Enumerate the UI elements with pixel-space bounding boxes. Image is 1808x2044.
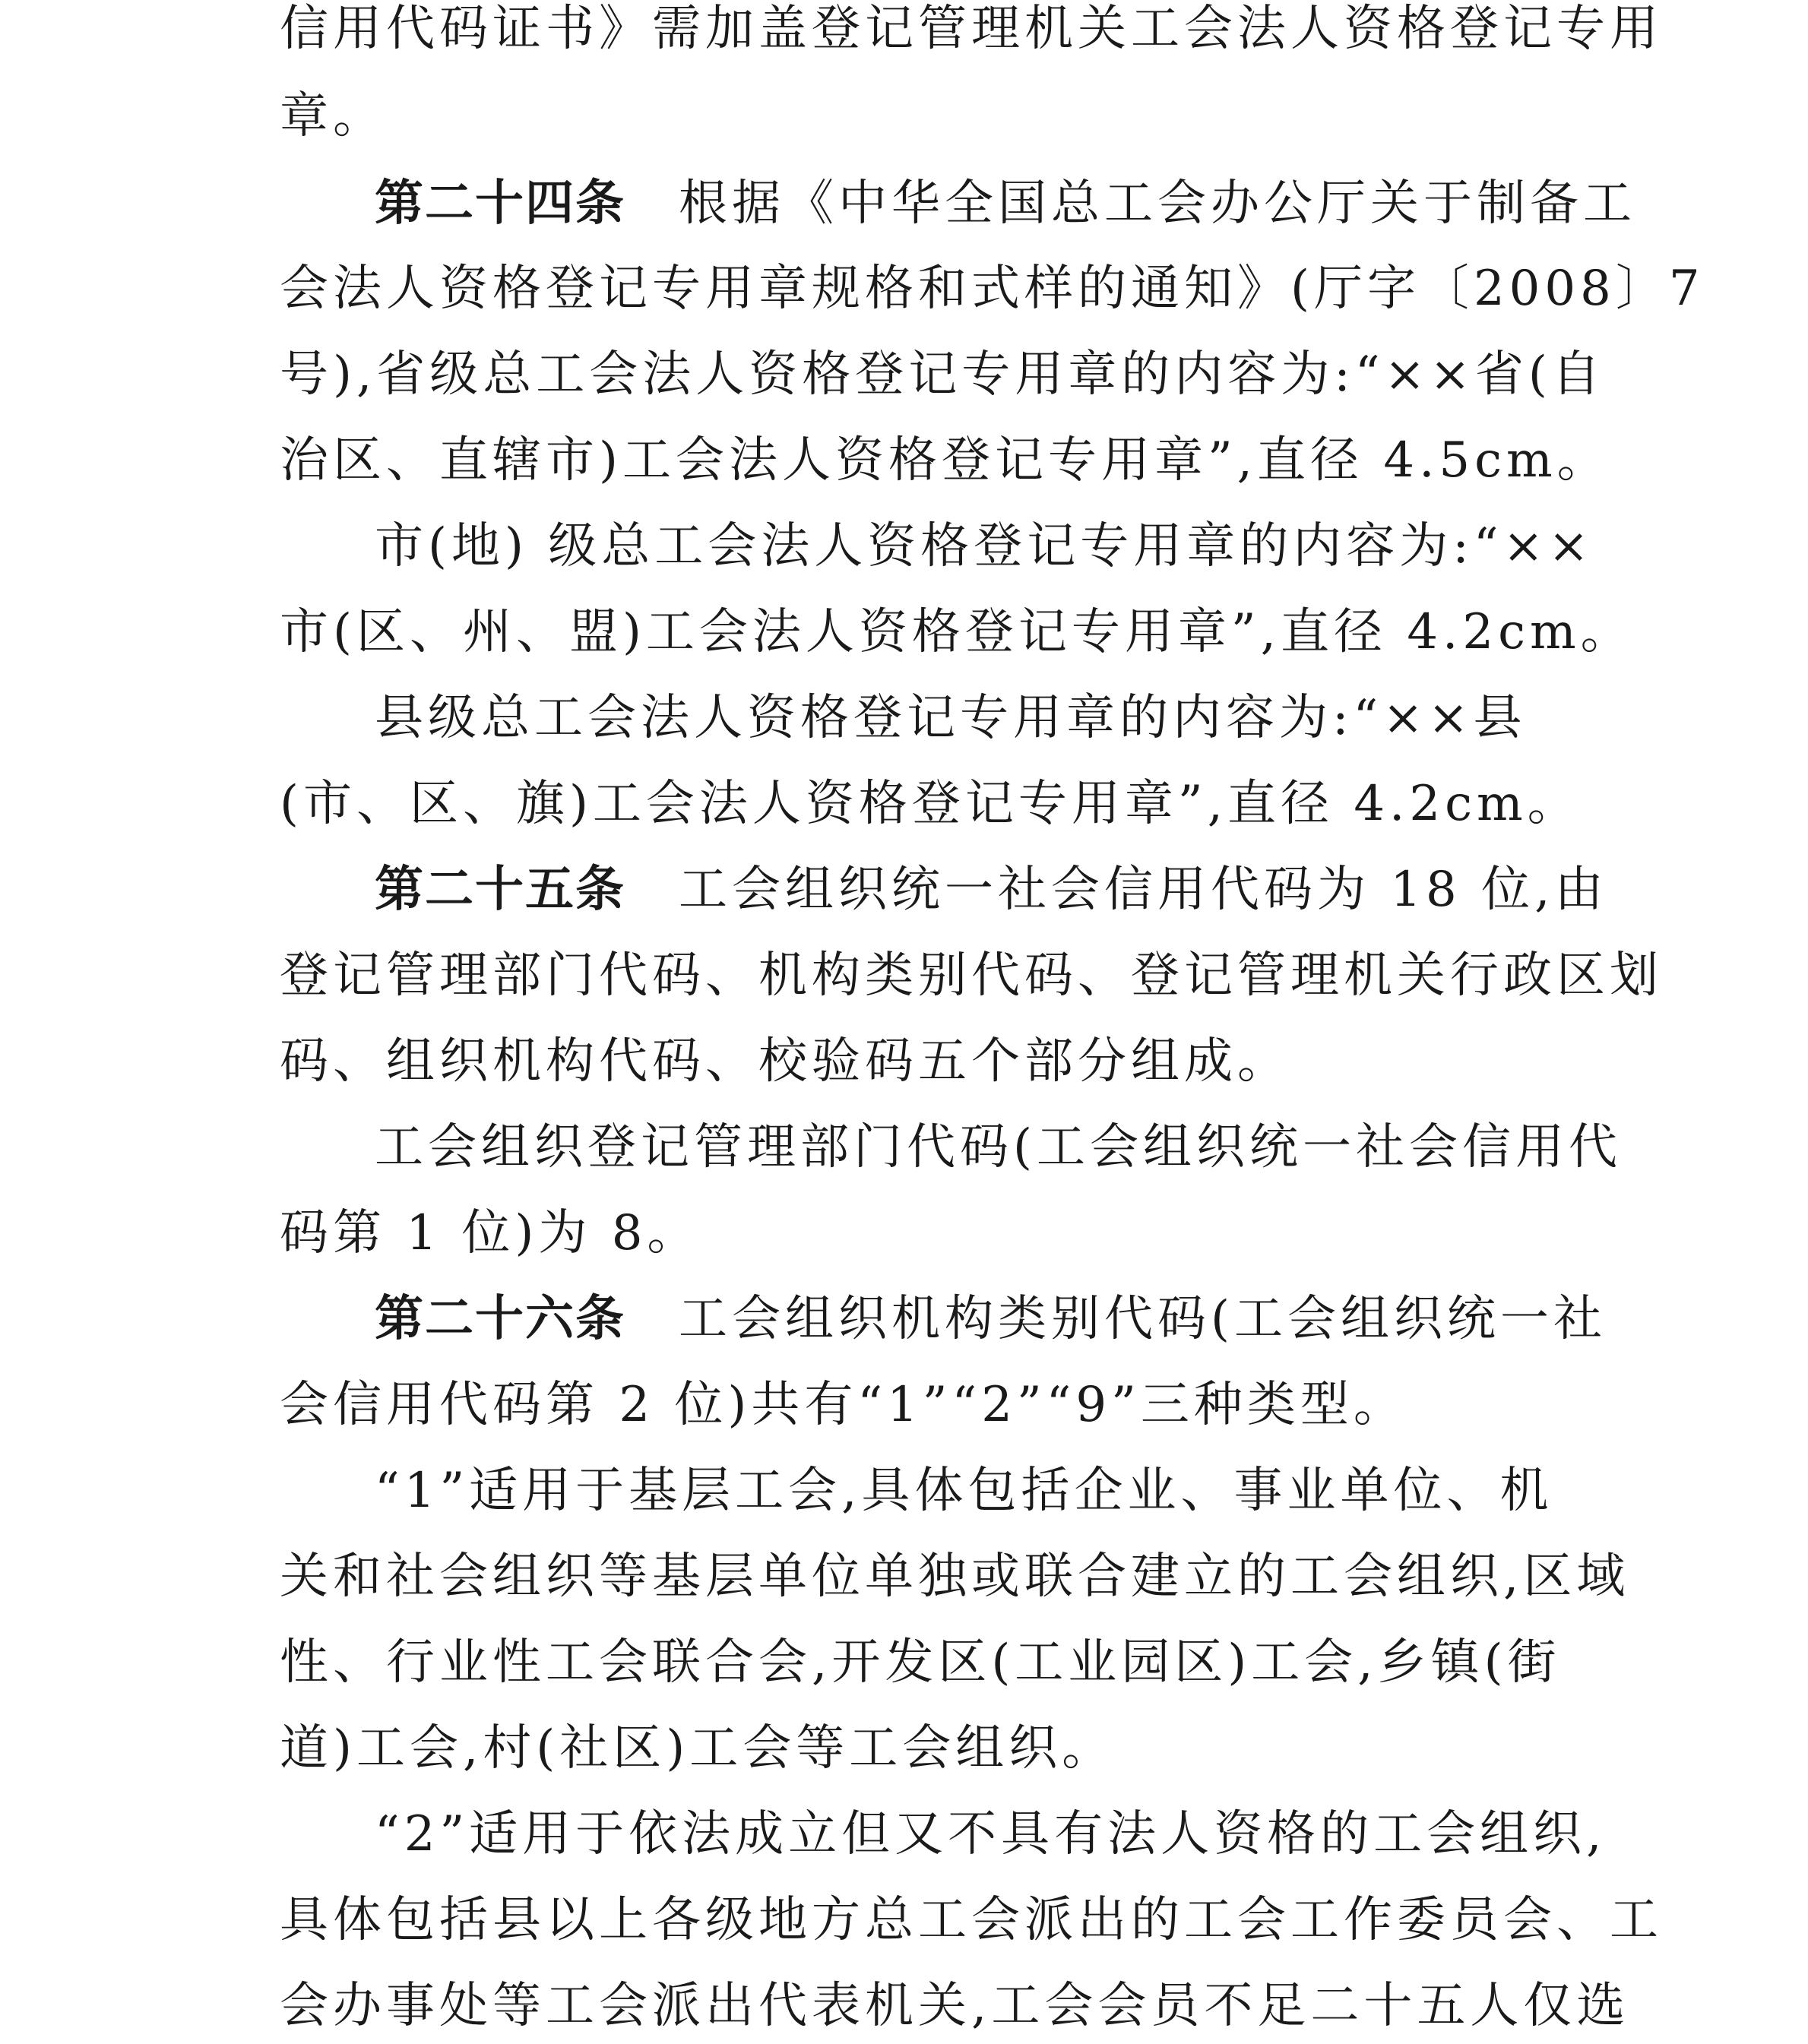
line-text: “2”适用于依法成立但又不具有法人资格的工会组织,: [375, 1806, 1607, 1862]
text-line: [280, 78, 1541, 154]
line-text: 治区、直辖市)工会法人资格登记专用章”,直径 4.5cm。: [280, 432, 1610, 489]
text-line: [280, 1625, 1561, 1701]
line-text: 市(地) 级总工会法人资格登记专用章的内容为:“××: [375, 518, 1594, 574]
text-line: [280, 1195, 1541, 1271]
text-line: [375, 1109, 1622, 1185]
line-text: 性、行业性工会联合会,开发区(工业园区)工会,乡镇(街: [280, 1634, 1561, 1691]
text-line: [280, 938, 1663, 1014]
text-line: [280, 251, 1705, 327]
line-text: (市、区、旗)工会法人资格登记专用章”,直径 4.2cm。: [280, 776, 1581, 832]
text-line: [280, 1968, 1630, 2044]
line-text: 工会组织机构类别代码(工会组织统一社: [679, 1291, 1607, 1347]
article-number: 第二十四条: [375, 176, 625, 232]
text-line: [280, 0, 1663, 67]
line-text: 工会组织登记管理部门代码(工会组织统一社会信用代: [375, 1119, 1622, 1175]
line-text: 章。: [280, 88, 386, 144]
text-line: [280, 337, 1605, 413]
line-text: 具体包括县以上各级地方总工会派出的工会工作委员会、工: [280, 1892, 1663, 1948]
line-text: 道)工会,村(社区)工会等工会组织。: [280, 1720, 1116, 1777]
line-text: 信用代码证书》需加盖登记管理机关工会法人资格登记专用: [280, 1, 1663, 57]
text-line: [280, 1024, 1541, 1100]
line-text: 市(区、州、盟)工会法人资格登记专用章”,直径 4.2cm。: [280, 604, 1634, 660]
line-text: “1”适用于基层工会,具体包括企业、事业单位、机: [375, 1463, 1553, 1519]
text-line: [280, 1539, 1630, 1615]
text-line: [375, 680, 1541, 756]
text-line: [280, 766, 1581, 842]
line-text: 码、组织机构代码、校验码五个部分组成。: [280, 1033, 1290, 1090]
text-line: [280, 1710, 1541, 1786]
line-text: 会办事处等工会派出代表机关,工会会员不足二十五人仅选: [280, 1978, 1630, 2034]
text-line: [375, 1796, 1607, 1872]
line-text: 会法人资格登记专用章规格和式样的通知》(厅字〔2008〕7: [280, 261, 1705, 317]
text-line: [280, 1367, 1541, 1443]
article-26-heading-line: [375, 1281, 1607, 1357]
line-text: 县级总工会法人资格登记专用章的内容为:“××县: [375, 690, 1527, 746]
text-line: [280, 1882, 1663, 1958]
text-line: [280, 594, 1634, 670]
text-line: [375, 1453, 1553, 1529]
text-line: [375, 508, 1594, 584]
line-text: 登记管理部门代码、机构类别代码、登记管理机关行政区划: [280, 948, 1663, 1004]
text-line: [280, 422, 1610, 498]
article-24-heading-line: [375, 166, 1636, 242]
line-text: 关和社会组织等基层单位单独或联合建立的工会组织,区域: [280, 1549, 1630, 1605]
line-text: 工会组织统一社会信用代码为 18 位,由: [679, 862, 1608, 918]
line-text: 会信用代码第 2 位)共有“1”“2”“9”三种类型。: [280, 1377, 1407, 1433]
article-number: 第二十六条: [375, 1291, 625, 1347]
article-number: 第二十五条: [375, 862, 625, 918]
article-25-heading-line: [375, 852, 1608, 928]
line-text: 码第 1 位)为 8。: [280, 1205, 701, 1261]
line-text: 号),省级总工会法人资格登记专用章的内容为:“××省(自: [280, 346, 1605, 403]
line-text: 根据《中华全国总工会办公厅关于制备工: [679, 176, 1636, 232]
